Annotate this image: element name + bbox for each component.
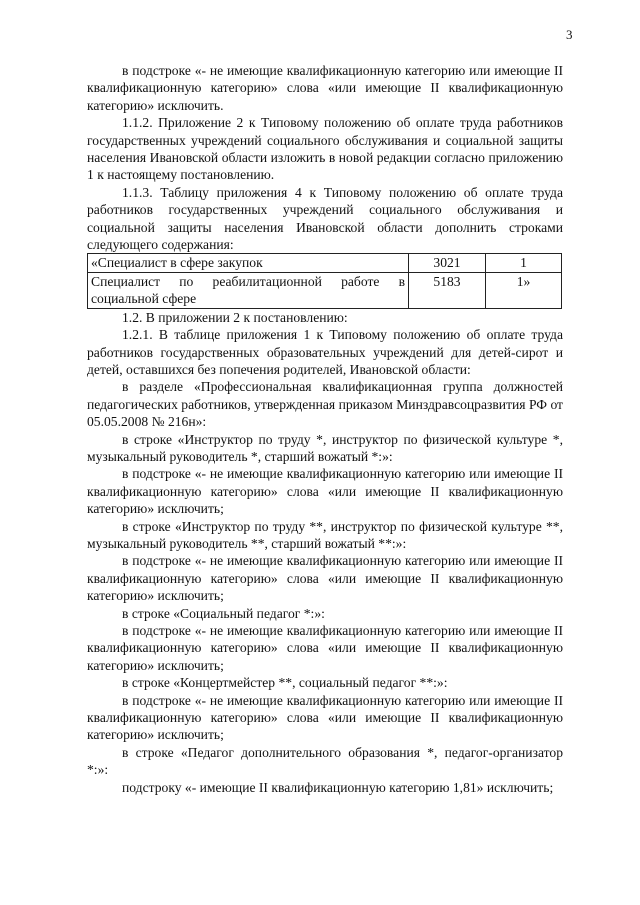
paragraph: в разделе «Профессиональная квалификационная группа должностей педагогических работников, утвержденная приказом Минздравсоцразвития РФ от 05.05.2008 № 216н»: [87,379,563,430]
paragraph: 1.2. В приложении 2 к постановлению: [122,309,348,325]
document-body [87,62,563,796]
paragraph: 1.2.1. В таблице приложения 1 к Типовому положению об оплате труда работников государственных образовательных учреждений для детей-сирот и детей, оставшихся без попечения родителей, Ивановской области: [87,327,563,377]
paragraph: в строке «Инструктор по труду *, инструктор по физической культуре *, музыкальный руководитель *, старший вожатый *:»: [87,431,563,464]
table-cell-code: 3021 [409,254,486,272]
paragraph: 1.1.3. Таблицу приложения 4 к Типовому положению об оплате труда работников государственных учреждений социального обслуживания и социальной защиты населения Ивановской области дополнить строками следующего содержания: [87,184,563,253]
table-cell-coefficient: 1» [486,272,562,308]
paragraph: в строке «Педагог дополнительного образования *, педагог-организатор *:»: [87,744,563,778]
inserted-rows-table [87,253,562,308]
paragraph: в подстроке «- не имеющие квалификационную категорию или имеющие II квалификационную категорию» слова «или имеющие II квалификационную категорию» исключить; [87,623,563,673]
table-row [88,254,562,272]
table-cell-coefficient: 1 [486,254,562,272]
table-cell-code: 5183 [409,272,486,308]
paragraph: в подстроке «- не имеющие квалификационную категорию или имеющие II квалификационную категорию» слова «или имеющие II квалификационную категорию» исключить; [87,692,563,743]
table-cell-position: Специалист по реабилитационной работе в социальной сфере [88,272,409,308]
table-cell-position: «Специалист в сфере закупок [88,254,409,272]
page-number: 3 [566,27,573,42]
paragraph: в строке «Социальный педагог *:»: [122,605,325,621]
paragraph: 1.1.2. Приложение 2 к Типовому положению об оплате труда работников государственных учреждений социального обслуживания и социальной защиты населения Ивановской области изложить в новой редакции согласно приложению 1 к настоящему постановлению. [87,115,563,183]
table-row [88,272,562,308]
paragraph: в подстроке «- не имеющие квалификационную категорию или имеющие II квалификационную категорию» слова «или имеющие II квалификационную категорию» исключить. [87,63,563,113]
paragraph: в подстроке «- не имеющие квалификационную категорию или имеющие II квалификационную категорию» слова «или имеющие II квалификационную категорию» исключить; [87,553,563,604]
paragraph: подстроку «- имеющие II квалификационную категорию 1,81» исключить; [122,779,554,795]
paragraph: в строке «Инструктор по труду **, инструктор по физической культуре **, музыкальный руководитель **, старший вожатый **:»: [87,518,563,551]
paragraph: в подстроке «- не имеющие квалификационную категорию или имеющие II квалификационную категорию» слова «или имеющие II квалификационную категорию» исключить; [87,466,563,517]
paragraph: в строке «Концертмейстер **, социальный педагог **:»: [122,675,448,691]
